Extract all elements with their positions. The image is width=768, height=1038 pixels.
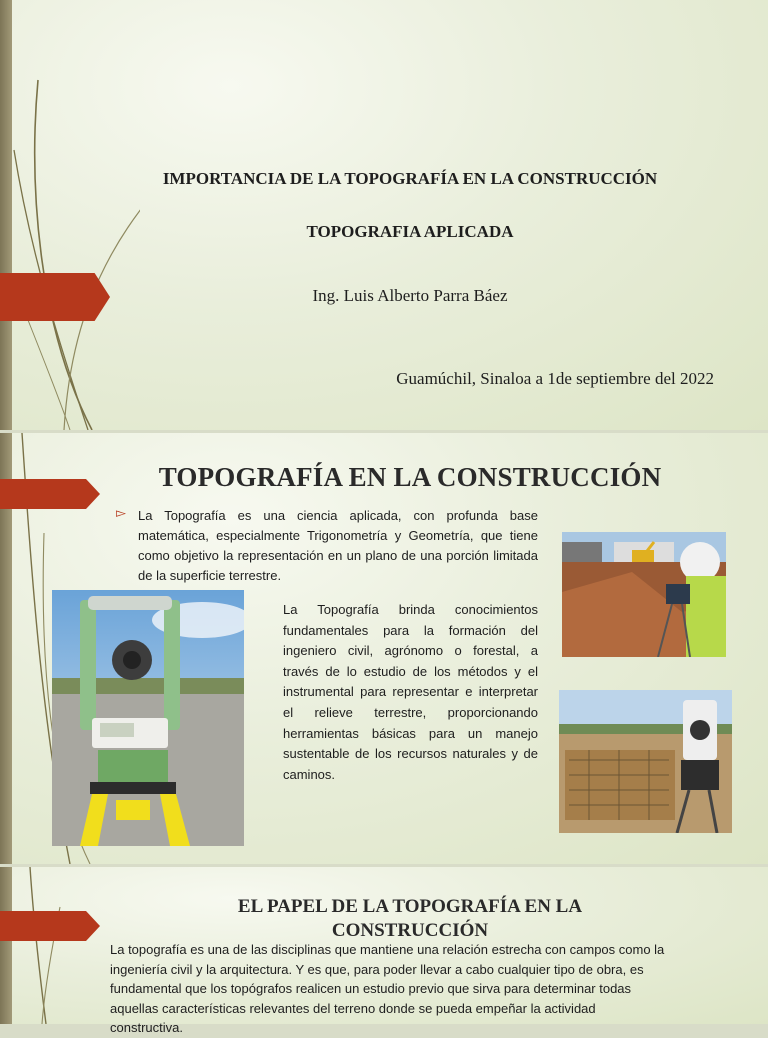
slide-heading: EL PAPEL DE LA TOPOGRAFÍA EN LA CONSTRUCCIÓN <box>237 896 583 941</box>
place-date: Guamúchil, Sinaloa a 1de septiembre del 2022 <box>396 369 714 388</box>
body-paragraph: La topografía es una de las disciplinas que mantiene una relación estrecha con campos como la ingeniería civil y la arquitectura. Y es que, para poder llevar a cabo cualquier tipo de obra, es fundamental que los topógrafos realicen un estudio previo que sirva para determinar todas aquellas características relevantes del terreno donde se pueda empeñar la actividad constructiva. <box>110 942 665 1035</box>
construction-site-photo <box>559 690 732 833</box>
body-paragraph: La Topografía brinda conocimientos fundamentales para la formación del ingeniero civil, agrónomo o forestal, a través de lo estudio de los métodos y el instrumental para representar e interpretar el relieve terrestre, proporcionando herramientas básicas para un manejo sustentable de los recursos naturales y de caminos. <box>283 602 538 782</box>
surveyor-photo <box>562 532 726 657</box>
presentation-subtitle: TOPOGRAFIA APLICADA <box>306 222 514 241</box>
bullet-paragraph: La Topografía es una ciencia aplicada, con profunda base matemática, especialmente Trigonometría y Geometría, que tiene como objetivo la representación en un plano de una porción limitada de la superficie terrestre. <box>138 508 538 583</box>
slide-title <box>0 0 768 430</box>
accent-arrow <box>0 273 110 321</box>
presentation-title: IMPORTANCIA DE LA TOPOGRAFÍA EN LA CONSTRUCCIÓN <box>162 169 658 188</box>
accent-arrow <box>0 479 100 509</box>
theodolite-photo <box>52 590 244 846</box>
decorative-curves <box>0 0 140 430</box>
bullet-arrow-icon: ▻ <box>116 506 126 521</box>
author-name: Ing. Luis Alberto Parra Báez <box>312 286 508 305</box>
slide-heading: TOPOGRAFÍA EN LA CONSTRUCCIÓN <box>158 462 662 492</box>
accent-arrow <box>0 911 100 941</box>
